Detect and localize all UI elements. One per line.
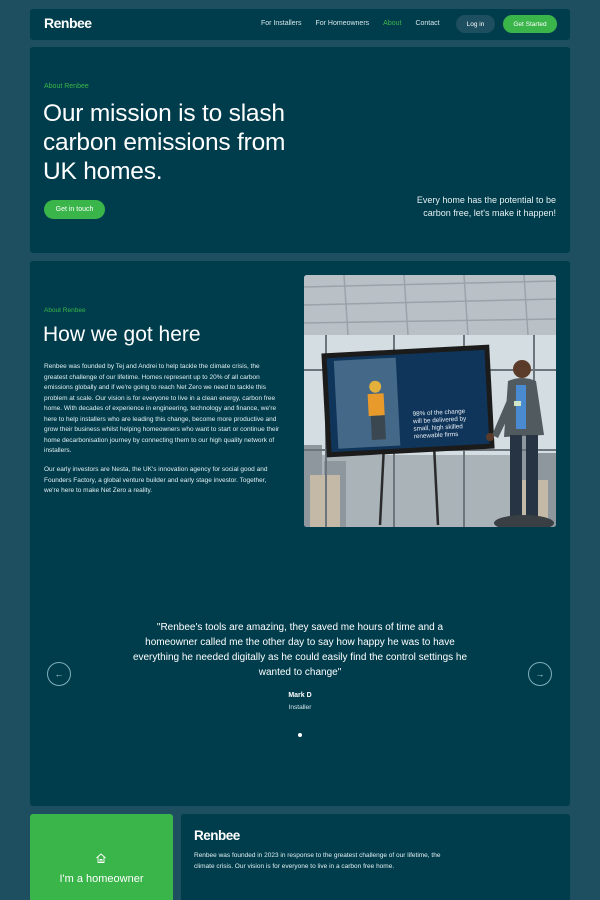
testimonial-section (30, 538, 570, 806)
story-section (30, 261, 570, 538)
top-navigation (30, 9, 570, 40)
nav-link-about[interactable]: About (383, 20, 402, 27)
nav-link-contact[interactable]: Contact (415, 20, 440, 27)
presentation-photo (304, 275, 556, 527)
get-started-button[interactable]: Get Started (503, 15, 557, 33)
logo[interactable]: Renbee (44, 15, 92, 31)
footer-logo[interactable]: Renbee (194, 828, 240, 843)
story-eyebrow: About Renbee (44, 307, 86, 314)
testimonial-quote: "Renbee's tools are amazing, they saved me hours of time and a homeowner called me the other day to say how happy he was to have everything he needed digitally as he could easily find the control settings he wanted to change" (132, 622, 468, 678)
screen-text-line-3: small, high skilled (413, 423, 463, 433)
story-paragraph-2: Our early investors are Nesta, the UK's innovation agency for social good and Founders Factory, a global venture builder and early stage investor. Together, we're here to make Net Zero a reality. (44, 466, 268, 494)
home-icon (95, 852, 107, 864)
footer-text: Renbee was founded in 2023 in response to the greatest challenge of our lifetime, the climate crisis. Our vision is for everyone to live in a carbon free home. (194, 852, 441, 870)
next-button[interactable] (528, 662, 552, 686)
nav-links (261, 20, 440, 27)
hero-title: Our mission is to slash carbon emissions from UK homes. (43, 100, 286, 185)
login-button[interactable]: Log in (456, 15, 495, 33)
footer (181, 814, 570, 900)
homeowner-card[interactable] (30, 814, 173, 900)
screen-text-line-1: 98% of the change (412, 408, 466, 418)
carousel-dot[interactable] (298, 733, 302, 737)
arrow-right-icon: → (535, 669, 545, 679)
nav-link-installers[interactable]: For Installers (261, 20, 302, 27)
nav-link-homeowners[interactable]: For Homeowners (315, 20, 370, 27)
previous-button[interactable] (47, 662, 71, 686)
get-in-touch-button[interactable]: Get in touch (44, 200, 105, 219)
story-paragraph-1: Renbee was founded by Tej and Andrei to help tackle the climate crisis, the greatest challenge of our lifetime. Homes represent up to 20% of all carbon emissions globally and if we're going to reach Net Zero we need to tackle this problem at scale. Our vision is for everyone to live in a clean energy, carbon free home. With decades of experience in engineering, technology and finance, we're here to help installers who are leading this change, become more productive and grow their business whilst helping homeowners who want to start or continue their home decarbonisation journey by connecting them to our high quality network of installers. (44, 363, 280, 454)
testimonial-role: Installer (288, 704, 312, 711)
hero-eyebrow: About Renbee (44, 83, 89, 90)
screen-text-line-4: renewable firms (413, 430, 459, 441)
testimonial-author: Mark D (288, 692, 312, 699)
screen-text-line-2: will be delivered by (412, 415, 467, 426)
homeowner-card-label: I'm a homeowner (59, 873, 144, 885)
arrow-left-icon: ← (54, 669, 64, 679)
hero-section (30, 47, 570, 253)
story-title: How we got here (43, 323, 201, 346)
hero-tagline: Every home has the potential to be carbon free, let's make it happen! (416, 195, 556, 218)
